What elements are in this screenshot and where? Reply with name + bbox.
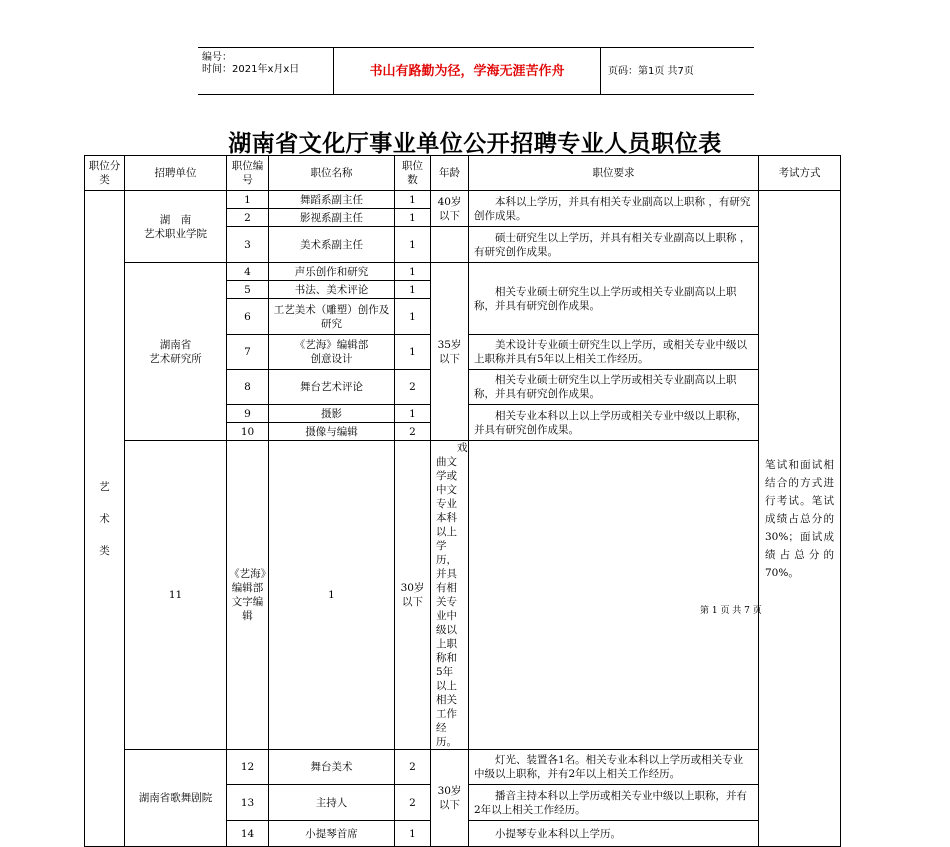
count-cell: 1 xyxy=(395,821,431,847)
exam-method-cell: 笔试和面试相结合的方式进行考试。笔试成绩占总分的30%；面试成绩占总分的70%。 xyxy=(759,191,841,847)
name-cell: 《艺海》编辑部 文字编辑 xyxy=(227,441,269,750)
count-cell: 2 xyxy=(395,370,431,405)
requirement-cell xyxy=(469,821,759,847)
age-cell: 30岁以下 xyxy=(395,441,431,750)
category-char: 类 xyxy=(99,544,110,557)
requirement-text: 播音主持本科以上学历或相关专业中级以上职称，并有2年以上相关工作经历。 xyxy=(474,789,747,816)
table-row xyxy=(85,750,841,785)
time-label: 时间：2021年x月x日 xyxy=(202,64,300,75)
requirement-text: 戏曲文学或中文专业本科以上学历，并具有相关专业中级以上职称和5年以上相关工作经历。 xyxy=(436,442,468,748)
count-cell: 2 xyxy=(395,750,431,785)
age-cell-empty xyxy=(431,227,469,263)
code-cell: 10 xyxy=(227,423,269,441)
code-cell: 3 xyxy=(227,227,269,263)
header-age: 年龄 xyxy=(431,156,469,191)
count-cell: 1 xyxy=(395,281,431,299)
unit-cell xyxy=(125,191,227,263)
requirement-text: 本科以上学历，并具有相关专业副高以上职称 ，有研究创作成果。 xyxy=(474,195,751,222)
count-cell: 1 xyxy=(395,227,431,263)
age-cell: 30岁以下 xyxy=(431,750,469,847)
unit-name: 湖南省 艺术研究所 xyxy=(149,338,202,365)
header-count: 职位数 xyxy=(395,156,431,191)
code-cell: 14 xyxy=(227,821,269,847)
requirement-text: 相关专业本科以上以上学历或相关专业中级以上职称，并具有研究创作成果。 xyxy=(474,409,747,436)
code-cell: 1 xyxy=(227,191,269,209)
code-cell: 9 xyxy=(227,405,269,423)
code-cell: 13 xyxy=(227,785,269,821)
table-row xyxy=(85,191,841,209)
header-category: 职位分类 xyxy=(85,156,125,191)
name-cell: 影视系副主任 xyxy=(269,209,395,227)
age-cell: 40岁以下 xyxy=(431,191,469,227)
unit-name: 湖 南 艺术职业学院 xyxy=(144,213,207,240)
name-cell: 舞台美术 xyxy=(269,750,395,785)
name-cell: 摄影 xyxy=(269,405,395,423)
requirement-text: 硕士研究生以上学历，并具有相关专业副高以上职称 ，有研究创作成果。 xyxy=(474,231,751,258)
name-cell: 摄像与编辑 xyxy=(269,423,395,441)
name-cell: 舞台艺术评论 xyxy=(269,370,395,405)
requirement-cell xyxy=(469,785,759,821)
requirement-cell xyxy=(469,335,759,370)
unit-cell xyxy=(125,750,227,847)
page-footer: 第 1 页 共 7 页 xyxy=(700,606,762,616)
header-code: 职位编号 xyxy=(227,156,269,191)
count-cell: 1 xyxy=(395,299,431,335)
code-cell: 5 xyxy=(227,281,269,299)
requirement-cell xyxy=(469,750,759,785)
count-cell: 2 xyxy=(395,423,431,441)
positions-table xyxy=(84,155,841,847)
count-cell: 1 xyxy=(395,335,431,370)
count-cell: 1 xyxy=(395,405,431,423)
code-cell: 8 xyxy=(227,370,269,405)
count-cell: 1 xyxy=(395,209,431,227)
count-cell: 1 xyxy=(269,441,395,750)
number-label: 编号： xyxy=(202,52,232,63)
requirement-cell xyxy=(469,263,759,335)
document-header xyxy=(198,47,754,95)
name-cell: 工艺美术（雕塑）创作及研究 xyxy=(269,299,395,335)
page-title: 湖南省文化厅事业单位公开招聘专业人员职位表 xyxy=(228,131,722,157)
code-cell: 6 xyxy=(227,299,269,335)
requirement-text: 小提琴专业本科以上学历。 xyxy=(495,827,621,840)
table-row xyxy=(85,263,841,281)
code-cell: 4 xyxy=(227,263,269,281)
count-cell: 2 xyxy=(395,785,431,821)
requirement-text: 相关专业硕士研究生以上学历或相关专业副高以上职称，并具有研究创作成果。 xyxy=(474,285,737,312)
name-cell: 小提琴首席 xyxy=(269,821,395,847)
table-row xyxy=(85,441,841,750)
name-cell: 《艺海》编辑部 创意设计 xyxy=(269,335,395,370)
requirement-cell xyxy=(469,191,759,227)
requirement-cell xyxy=(469,405,759,441)
code-cell: 7 xyxy=(227,335,269,370)
code-cell: 11 xyxy=(125,441,227,750)
requirement-cell xyxy=(431,441,469,750)
name-cell: 美术系副主任 xyxy=(269,227,395,263)
requirement-text: 美术设计专业硕士研究生以上学历，或相关专业中级以上职称并具有5年以上相关工作经历。 xyxy=(474,339,747,365)
code-cell: 12 xyxy=(227,750,269,785)
header-exam: 考试方式 xyxy=(759,156,841,191)
header-meta xyxy=(198,48,334,94)
header-unit: 招聘单位 xyxy=(125,156,227,191)
table-header-row xyxy=(85,156,841,191)
header-name: 职位名称 xyxy=(269,156,395,191)
unit-name: 湖南省歌舞剧院 xyxy=(138,792,213,804)
requirement-cell xyxy=(469,370,759,405)
category-char: 艺 xyxy=(99,480,110,493)
page-label: 页码：第1页 共7页 xyxy=(608,66,694,77)
code-cell: 2 xyxy=(227,209,269,227)
unit-cell xyxy=(125,263,227,441)
name-cell: 主持人 xyxy=(269,785,395,821)
header-requirements: 职位要求 xyxy=(469,156,759,191)
category-char: 术 xyxy=(99,512,110,525)
count-cell: 1 xyxy=(395,191,431,209)
name-cell: 书法、美术评论 xyxy=(269,281,395,299)
motto: 书山有路勤为径，学海无涯苦作舟 xyxy=(334,48,601,94)
category-cell xyxy=(85,191,125,847)
age-cell: 35岁以下 xyxy=(431,263,469,441)
name-cell: 声乐创作和研究 xyxy=(269,263,395,281)
requirement-cell xyxy=(469,227,759,263)
requirement-text: 灯光、装置各1名。相关专业本科以上学历或相关专业中级以上职称，并有2年以上相关工作经历。 xyxy=(474,754,744,780)
name-cell: 舞蹈系副主任 xyxy=(269,191,395,209)
requirement-text: 相关专业硕士研究生以上学历或相关专业副高以上职称，并具有研究创作成果。 xyxy=(474,374,737,400)
count-cell: 1 xyxy=(395,263,431,281)
